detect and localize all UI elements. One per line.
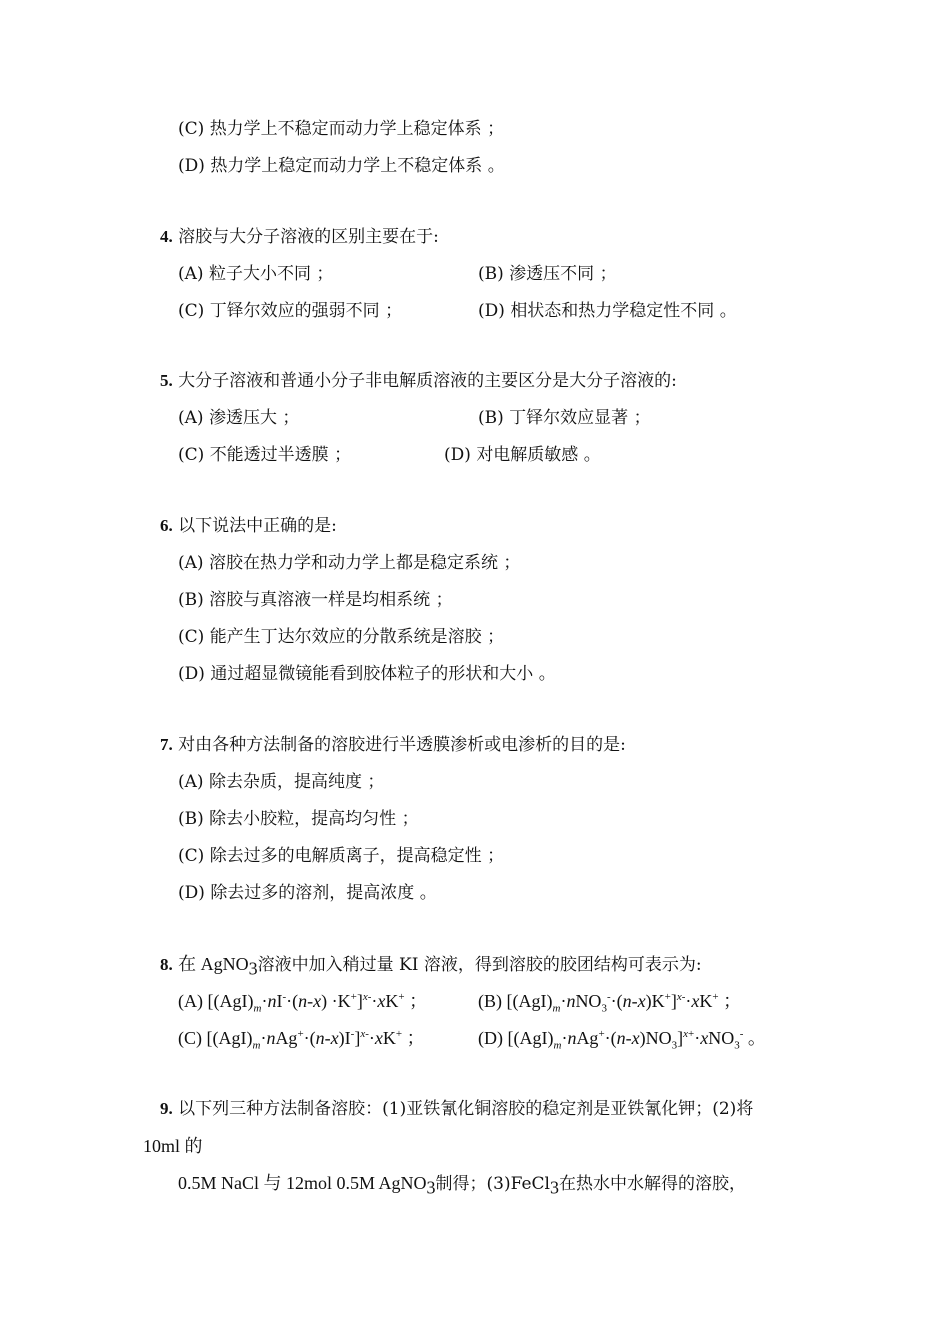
q6-option-b xyxy=(178,589,453,611)
option-label: (A) xyxy=(178,991,203,1011)
q4-option-d xyxy=(478,300,737,322)
formula-c: $[(AgI)_m\cdot nAg^+\cdot(n-x)I^-]^{x-}\cdot xK^+$ xyxy=(206,1028,403,1052)
option-text: 除去过多的溶剂，提高浓度 。 xyxy=(210,883,437,903)
q7-option-a xyxy=(178,771,384,793)
option-text: 除去过多的电解质离子，提高稳定性 ； xyxy=(209,846,505,866)
q3-option-c xyxy=(178,118,504,140)
question-number: 4. xyxy=(160,227,173,246)
option-label: (A) xyxy=(178,772,204,792)
option-label: (D) xyxy=(444,445,471,465)
q5-option-c xyxy=(178,444,351,466)
option-text: 热力学上不稳定而动力学上稳定体系 ； xyxy=(209,119,505,139)
option-label: (D) xyxy=(478,1028,503,1048)
option-label: (C) xyxy=(178,119,205,139)
question-text: 溶胶与大分子溶液的区别主要在于: xyxy=(178,227,439,247)
option-text: 粒子大小不同 ； xyxy=(208,264,334,284)
option-text: 溶胶在热力学和动力学上都是稳定系统 ； xyxy=(208,553,521,573)
q6-option-a xyxy=(178,552,520,574)
option-text: 丁铎尔效应的强弱不同 ； xyxy=(209,301,403,321)
separator: ； xyxy=(406,1028,425,1048)
question-text: 以下说法中正确的是: xyxy=(178,516,337,536)
q8-option-c xyxy=(178,1027,425,1052)
question-text: 对由各种方法制备的溶胶进行半透膜渗析或电渗析的目的是: xyxy=(178,735,626,755)
subscript: 3 xyxy=(248,958,258,979)
option-label: (C) xyxy=(178,627,205,647)
option-text: 对电解质敏感 。 xyxy=(476,445,601,465)
question-text-line2: 10ml 的 xyxy=(143,1136,203,1156)
formula-b: $[(AgI)_m\cdot nNO_3^-\cdot(n-x)K^+]^{x-}\cdot xK^+$ xyxy=(506,991,719,1015)
option-label: (B) xyxy=(478,264,504,284)
q7-option-b xyxy=(178,808,419,830)
q4-option-b xyxy=(478,263,617,285)
question-number: 7. xyxy=(160,735,173,754)
option-text: 丁铎尔效应显著 ； xyxy=(509,408,651,428)
q8-option-d xyxy=(478,1027,766,1052)
q5-option-b xyxy=(478,407,651,429)
q8-option-b xyxy=(478,990,742,1015)
option-label: (C) xyxy=(178,445,205,465)
formula-a: $[(AgI)_m\cdot nI^-\cdot(n-x) \cdot K^+]^{x-}\cdot xK^+$ xyxy=(207,991,405,1015)
subscript: 3 xyxy=(426,1177,436,1198)
q8-stem xyxy=(160,953,702,979)
option-text: 能产生丁达尔效应的分散系统是溶胶 ； xyxy=(209,627,505,647)
q4-option-a xyxy=(178,263,333,285)
option-label: (B) xyxy=(178,809,204,829)
separator: ； xyxy=(409,991,428,1011)
question-number: 8. xyxy=(160,955,173,974)
option-text: 渗透压不同 ； xyxy=(509,264,617,284)
q6-stem xyxy=(160,515,337,537)
option-label: (A) xyxy=(178,264,204,284)
separator: ； xyxy=(723,991,742,1011)
option-label: (D) xyxy=(178,664,205,684)
option-label: (C) xyxy=(178,301,205,321)
q6-option-c xyxy=(178,626,504,648)
q7-option-d xyxy=(178,882,437,904)
question-number: 6. xyxy=(160,516,173,535)
q4-stem xyxy=(160,226,439,248)
q6-option-d xyxy=(178,663,556,685)
option-text: 相状态和热力学稳定性不同 。 xyxy=(510,301,737,321)
question-text: 大分子溶液和普通小分子非电解质溶液的主要区分是大分子溶液的: xyxy=(178,371,677,391)
option-text: 渗透压大 ； xyxy=(208,408,300,428)
question-number: 5. xyxy=(160,371,173,390)
q9-stem xyxy=(160,1098,753,1120)
option-label: (A) xyxy=(178,408,204,428)
q4-option-c xyxy=(178,300,402,322)
option-label: (C) xyxy=(178,1028,202,1048)
q5-option-d xyxy=(444,444,601,466)
q5-stem xyxy=(160,370,677,392)
option-text: 不能透过半透膜 ； xyxy=(209,445,352,465)
end-mark: 。 xyxy=(747,1028,766,1048)
q8-option-a xyxy=(178,990,428,1015)
option-label: (B) xyxy=(478,408,504,428)
question-text-line3-post: 在热水中水解得的溶胶， xyxy=(558,1174,746,1194)
option-label: (A) xyxy=(178,553,204,573)
formula-d: $[(AgI)_m\cdot nAg^+\cdot(n-x)NO_3]^{x+}\cdot xNO_3^-$ xyxy=(507,1028,744,1052)
option-label: (C) xyxy=(178,846,205,866)
option-text: 热力学上稳定而动力学上不稳定体系 。 xyxy=(210,156,505,176)
option-text: 除去杂质，提高纯度 ； xyxy=(208,772,385,792)
q9-stem-line3 xyxy=(178,1172,746,1198)
option-text: 溶胶与真溶液一样是均相系统 ； xyxy=(209,590,453,610)
option-label: (D) xyxy=(178,883,205,903)
option-label: (D) xyxy=(178,156,205,176)
question-text-line3-mid: 制得；(3)FeCl xyxy=(435,1174,550,1194)
question-number: 9. xyxy=(160,1099,173,1118)
q7-stem xyxy=(160,734,626,756)
q3-option-d xyxy=(178,155,505,177)
subscript: 3 xyxy=(549,1177,559,1198)
q7-option-c xyxy=(178,845,504,867)
q9-stem-line2 xyxy=(143,1135,203,1158)
question-text-post: 溶液中加入稍过量 KI 溶液，得到溶胶的胶团结构可表示为: xyxy=(257,955,702,975)
question-text-pre: 在 AgNO xyxy=(178,954,249,974)
option-label: (B) xyxy=(478,991,502,1011)
option-text: 除去小胶粒，提高均匀性 ； xyxy=(209,809,419,829)
option-text: 通过超显微镜能看到胶体粒子的形状和大小 。 xyxy=(210,664,556,684)
q5-option-a xyxy=(178,407,299,429)
option-label: (D) xyxy=(478,301,505,321)
question-text-line1: 以下列三种方法制备溶胶：(1)亚铁氰化铜溶胶的稳定剂是亚铁氰化钾；(2)将 xyxy=(178,1099,754,1119)
question-text-line3-pre: 0.5M NaCl 与 12mol 0.5M AgNO xyxy=(178,1173,427,1193)
option-label: (B) xyxy=(178,590,204,610)
